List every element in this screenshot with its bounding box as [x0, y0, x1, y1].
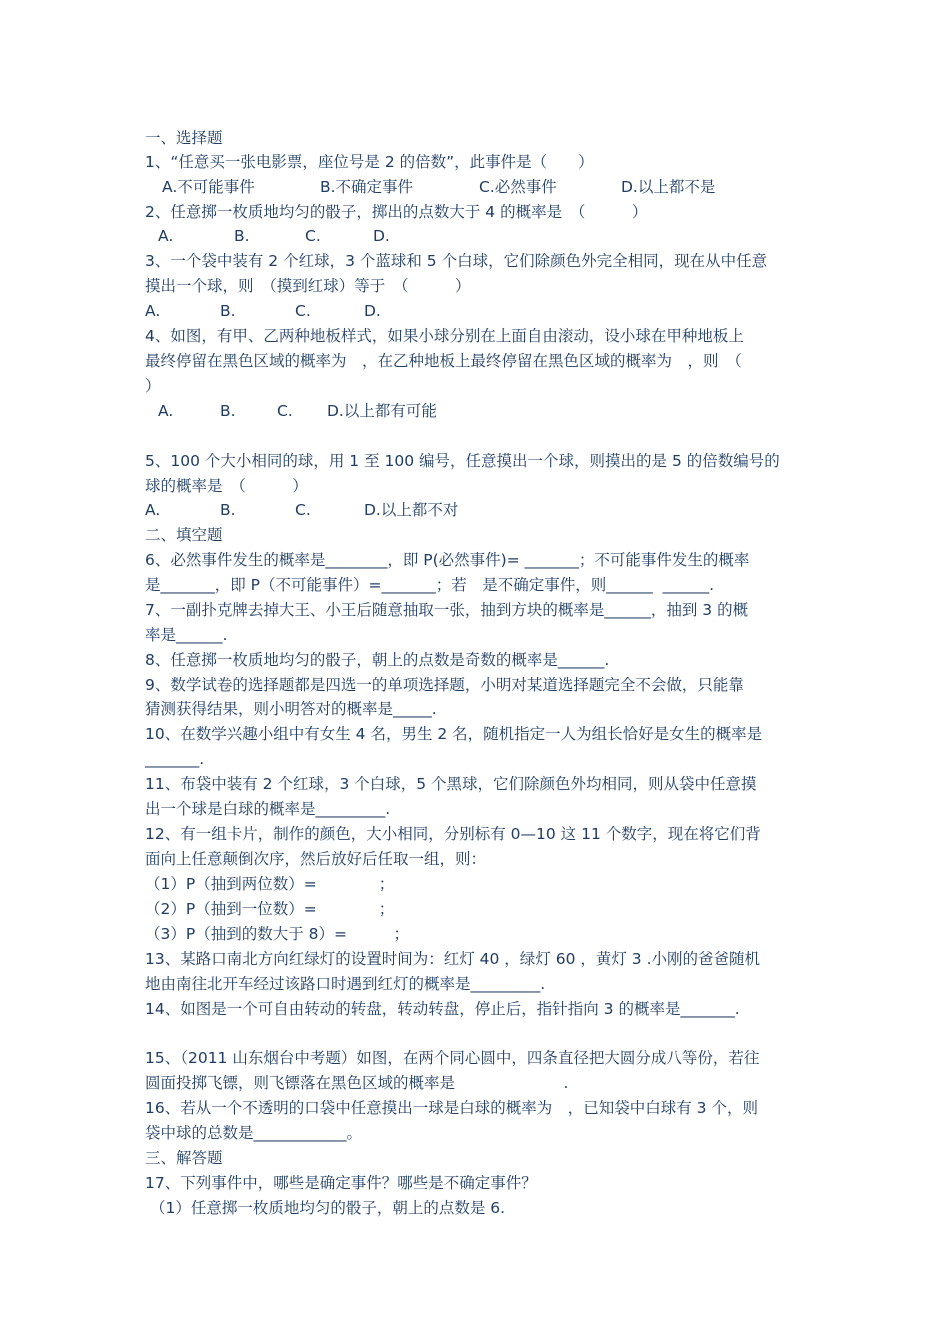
question-3-option-c: C.	[295, 302, 311, 320]
question-17-part-1: （1）任意掷一枚质地均匀的骰子，朝上的点数是 6.	[150, 1199, 506, 1217]
question-11-line-1: 11、布袋中装有 2 个红球，3 个白球，5 个黑球，它们除颜色外均相同，则从袋中任意摸	[145, 775, 757, 793]
question-6-line-2: 是_______，即 P（不可能事件）=_______；若 是不确定事件，则______ ______.	[145, 576, 715, 594]
question-8: 8、任意掷一枚质地均匀的骰子，朝上的点数是奇数的概率是______.	[145, 651, 610, 669]
question-3-line-1: 3、一个袋中装有 2 个红球，3 个蓝球和 5 个白球，它们除颜色外完全相同，现在从中任意	[145, 252, 768, 270]
question-5-option-d: D.以上都不对	[364, 501, 459, 519]
question-4-line-2: 最终停留在黑色区域的概率为 ，在乙种地板上最终停留在黑色区域的概率为 ，则 （	[145, 352, 742, 370]
question-1-option-a: A.不可能事件	[162, 178, 255, 196]
question-3-option-b: B.	[220, 302, 236, 320]
question-2-option-d: D.	[373, 227, 390, 245]
question-5-line-1: 5、100 个大小相同的球，用 1 至 100 编号，任意摸出一个球，则摸出的是 5 的倍数编号的	[145, 452, 780, 470]
question-16-line-1: 16、若从一个不透明的口袋中任意摸出一球是白球的概率为 ，已知袋中白球有 3 个，则	[145, 1099, 758, 1117]
question-5-line-2: 球的概率是 （ ）	[145, 477, 308, 495]
question-15-line-2: 圆面投掷飞镖，则飞镖落在黑色区域的概率是 .	[145, 1074, 569, 1092]
question-5-option-c: C.	[295, 501, 311, 519]
question-4-option-c: C.	[277, 402, 293, 420]
question-13-line-1: 13、某路口南北方向红绿灯的设置时间为：红灯 40 ，绿灯 60 ，黄灯 3 .小刚的爸爸随机	[145, 950, 761, 968]
question-12-line-2: 面向上任意颠倒次序，然后放好后任取一组，则：	[145, 850, 487, 868]
section-heading-choice: 一、选择题	[145, 129, 223, 147]
question-15-line-1: 15、（2011 山东烟台中考题）如图，在两个同心圆中，四条直径把大圆分成八等份，若往	[145, 1049, 760, 1067]
question-12-part-2: （2）P（抽到一位数）= ；	[145, 900, 395, 918]
question-12-part-3: （3）P（抽到的数大于 8）= ；	[145, 925, 409, 943]
question-11-line-2: 出一个球是白球的概率是_________.	[145, 800, 391, 818]
question-3-option-d: D.	[364, 302, 381, 320]
question-4-option-d: D.以上都有可能	[327, 402, 437, 420]
question-13-line-2: 地由南往北开车经过该路口时遇到红灯的概率是_________.	[145, 975, 546, 993]
question-9-line-1: 9、数学试卷的选择题都是四选一的单项选择题，小明对某道选择题完全不会做，只能靠	[145, 676, 744, 694]
question-3-line-2: 摸出一个球，则 （摸到红球）等于 （ ）	[145, 277, 471, 295]
question-9-line-2: 猜测获得结果，则小明答对的概率是_____.	[145, 700, 437, 718]
question-4-option-b: B.	[220, 402, 236, 420]
question-2-option-a: A.	[158, 227, 174, 245]
question-6-line-1: 6、必然事件发生的概率是________，即 P(必然事件)= _______；不可能事件发生的概率	[145, 551, 750, 569]
question-5-option-b: B.	[220, 501, 236, 519]
question-14: 14、如图是一个可自由转动的转盘，转动转盘，停止后，指针指向 3 的概率是_______.	[145, 1000, 740, 1018]
question-1-option-b: B.不确定事件	[320, 178, 414, 196]
question-7-line-1: 7、一副扑克牌去掉大王、小王后随意抽取一张，抽到方块的概率是______，抽到 3 的概	[145, 601, 749, 619]
question-10-line-2: _______.	[145, 750, 205, 768]
question-16-line-2: 袋中球的总数是____________。	[145, 1124, 363, 1142]
question-1-stem: 1、“任意买一张电影票，座位号是 2 的倍数”，此事件是（ ）	[145, 153, 594, 171]
question-2-stem: 2、任意掷一枚质地均匀的骰子，掷出的点数大于 4 的概率是 （ ）	[145, 203, 648, 221]
question-5-option-a: A.	[145, 501, 161, 519]
question-2-option-b: B.	[234, 227, 250, 245]
question-3-option-a: A.	[145, 302, 161, 320]
section-heading-answer: 三、解答题	[145, 1149, 223, 1167]
question-17-stem: 17、下列事件中，哪些是确定事件？哪些是不确定事件？	[145, 1174, 537, 1192]
section-heading-fill: 二、填空题	[145, 526, 223, 544]
question-12-line-1: 12、有一组卡片，制作的颜色，大小相同，分别标有 0—10 这 11 个数字，现在将它们背	[145, 825, 761, 843]
question-4-line-3: ）	[145, 377, 161, 395]
question-2-option-c: C.	[305, 227, 321, 245]
question-4-line-1: 4、如图，有甲、乙两种地板样式，如果小球分别在上面自由滚动，设小球在甲种地板上	[145, 327, 744, 345]
question-1-option-c: C.必然事件	[479, 178, 557, 196]
question-10-line-1: 10、在数学兴趣小组中有女生 4 名，男生 2 名，随机指定一人为组长恰好是女生的概率是	[145, 725, 763, 743]
question-4-option-a: A.	[158, 402, 174, 420]
question-7-line-2: 率是______.	[145, 626, 228, 644]
question-12-part-1: （1）P（抽到两位数）= ；	[145, 875, 395, 893]
question-1-option-d: D.以上都不是	[621, 178, 716, 196]
